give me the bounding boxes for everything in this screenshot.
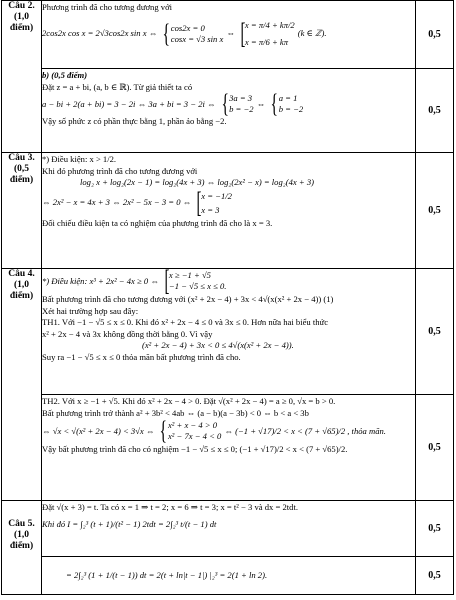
q2b-res1: a = 1 (278, 93, 298, 104)
q3-score: 0,5 (416, 153, 454, 269)
q4-th1-content: *) Điều kiện: x³ + 2x² − 4x ≥ 0 ⇔ [ x ≥ −1 + √5 −1 − √5 ≤ x ≤ 0. Bất phương trình đã cho tương đương với (x² + 2x − 4) + 3x < 4√(x(x² + 2x − 4)) (1) Xét hai trường hợp sau đây: TH1. Với −1 − √5 ≤ x ≤ 0. Khi đó x² + 2x − 4 ≤ 0 và 3x ≤ 0. Hơn nữa hai biểu thức x² + 2x − 4 và 3x không đồng thời bằng 0. Vì vậy (x² + 2x − 4) + 3x < 0 ≤ 4√(x(x² + 2x − 4)). Suy ra −1 − √5 ≤ x ≤ 0 thỏa mãn bất phương trình đã cho. (42, 269, 416, 395)
q5-row2 (2, 557, 454, 595)
q2b-head: b) (0,5 điểm) (42, 70, 88, 80)
q5-l3: = 2∫₂³ (1 + 1/(t − 1)) dt = 2(t + ln|t − 1|) |₂³ = 2(1 + ln 2). (66, 570, 268, 581)
q4-c2: −1 − √5 ≤ x ≤ 0. (168, 281, 227, 291)
q4-c1: x ≥ −1 + √5 (168, 270, 211, 280)
q3-points: (0,5 điểm) (9, 164, 34, 185)
q4-label-cell (2, 269, 42, 501)
q2b-row (2, 69, 454, 153)
q2b-line1: Đặt z = a + bi, (a, b ∈ ℝ). Từ giả thiết ta có (42, 81, 193, 92)
q4-m3: ⇔ √x < √(x² + 2x − 4) < 3√x ⇔ (42, 425, 155, 436)
q5-score1: 0,5 (416, 501, 454, 557)
q2-points: (1,0 điểm) (9, 12, 34, 33)
q5-label-cell (2, 501, 42, 595)
q4-m1: TH2. Với x ≥ −1 + √5. Khi đó x² + 2x − 4 > 0. Đặt √(x² + 2x − 4) = a ≥ 0, √x = b > 0. (42, 396, 336, 406)
q3-l4: ⇔ 2x² − x = 4x + 3 ⇔ 2x² − 5x − 3 = 0 ⇔ (42, 197, 192, 208)
q3-label: Câu 3. (8, 153, 35, 163)
q4-s1: x² + x − 4 > 0 (167, 420, 218, 431)
q3-label-cell (2, 153, 42, 269)
q4-l7: Suy ra −1 − √5 ≤ x ≤ 0 thỏa mãn bất phương trình đã cho. (42, 351, 241, 362)
q2a-score: 0,5 (416, 1, 454, 69)
q5-points: (1,0 điểm) (9, 530, 34, 551)
q2a-row (2, 1, 454, 69)
q5-l1: Đặt √(x + 3) = t. Ta có x = 1 ⇒ t = 2; x = 6 ⇒ t = 3; x = t² − 3 và dx = 2tdt. (42, 502, 298, 512)
q5-label: Câu 5. (8, 519, 35, 529)
q4-l4: TH1. Với −1 − √5 ≤ x ≤ 0. Khi đó x² + 2x − 4 ≤ 0 và 3x ≤ 0. Hơn nữa hai biểu thức (42, 317, 329, 328)
q4-th1-score: 0,5 (416, 269, 454, 395)
q4-th2-score: 0,5 (416, 395, 454, 501)
q5-content2 (42, 557, 416, 595)
q3-l1: *) Điều kiện: x > 1/2. (42, 154, 117, 164)
q2a-sys2: cosx = √3 sin x (170, 33, 224, 44)
q4-l3: Xét hai trường hợp sau đây: (42, 305, 139, 316)
q5-content1 (42, 501, 416, 557)
q2b-score: 0,5 (416, 69, 454, 153)
q2b-line2: a − bi + 2(a + bi) = 3 − 2i ⇔ 3a + bi = 3 − 2i ⇔ (42, 98, 216, 109)
q4-l1: *) Điều kiện: x³ + 2x² − 4x ≥ 0 ⇔ (42, 275, 159, 286)
q4-l5: x² + 2x − 4 và 3x không đồng thời bằng 0. Vì vậy (42, 328, 213, 339)
q5-score2: 0,5 (416, 557, 454, 595)
q2-label-cell (2, 1, 42, 153)
q2a-left: 2cos2x cos x = 2√3cos2x sin x ⇔ (42, 28, 158, 39)
q4-l2: Bất phương trình đã cho tương đương với (x² + 2x − 4) + 3x < 4√(x(x² + 2x − 4)) (1) (42, 294, 334, 304)
q2a-arrow: ⇔ (226, 28, 235, 39)
q2a-cond: (k ∈ ℤ). (297, 28, 327, 39)
q3-r1: x = −1/2 (201, 190, 232, 201)
q3-content: *) Điều kiện: x > 1/2. Khi đó phương trình đã cho tương đương với log₂ x + log₂(2x − 1) = log₂(4x + 3) ⇔ log₂(2x² − x) = log₂(4x + 3) ⇔ 2x² − x = 4x + 3 ⇔ 2x² − 5x − 3 = 0 ⇔ [ x = −1/2 x = 3 Đối chiếu điều kiện ta có nghiệm của phương trình đã cho là x = 3. (42, 153, 416, 269)
q2b-sys1: 3a = 3 (229, 93, 253, 104)
q3-l3: log₂ x + log₂(2x − 1) = log₂(4x + 3) ⇔ log₂(2x² − x) = log₂(4x + 3) (80, 177, 314, 188)
q3-l5: Đối chiếu điều kiện ta có nghiệm của phương trình đã cho là x = 3. (42, 217, 273, 228)
q2-label: Câu 2. (8, 1, 35, 11)
q2b-sys2: b = −2 (229, 104, 254, 115)
q4-th2-row (2, 395, 454, 501)
q3-row (2, 153, 454, 269)
q4-m4: ⇔ (−1 + √17)/2 < x < (7 + √65)/2 , thỏa mãn. (224, 425, 386, 436)
q4-label: Câu 4. (8, 269, 35, 279)
q5-l2: Khi đó I = ∫₂³ (t + 1)/(t² − 1) 2tdt = 2∫₂³ t/(t − 1) dt (42, 518, 217, 529)
q4-th2-content: TH2. Với x ≥ −1 + √5. Khi đó x² + 2x − 4 > 0. Đặt √(x² + 2x − 4) = a ≥ 0, √x = b > 0. Bất phương trình trở thành a² + 3b² < 4ab ⇔ (a − b)(a − 3b) < 0 ⇔ b < a < 3b ⇔ √x < √(x² + 2x − 4) < 3√x ⇔ { x² + x − 4 > 0 x² − 7x − 4 < 0 ⇔ (−1 + √17)/2 < x < (7 + √65)/2 , thỏa mãn. Vậy bất phương trình đã cho có nghiệm −1 − √5 ≤ x ≤ 0; (−1 + √17)/2 < x < (7 + √65)/2. (42, 395, 416, 501)
q4-s2: x² − 7x − 4 < 0 (167, 431, 222, 442)
q4-l6: (x² + 2x − 4) + 3x < 0 ≤ 4√(x(x² + 2x − 4)). (142, 340, 294, 351)
q5-row1 (2, 501, 454, 557)
q4-m5: Vậy bất phương trình đã cho có nghiệm −1 − √5 ≤ x ≤ 0; (−1 + √17)/2 < x < (7 + √65)/2. (42, 444, 348, 455)
q2b-res2: b = −2 (278, 104, 304, 115)
q4-points: (1,0 điểm) (9, 280, 34, 301)
q2b-content: b) (0,5 điểm) Đặt z = a + bi, (a, b ∈ ℝ). Từ giả thiết ta có a − bi + 2(a + bi) = 3 − 2i ⇔ 3a + bi = 3 − 2i ⇔ { 3a = 3 b = −2 ⇔ { a = 1 b = −2 Vậy số phức z có phần thực bằng 1, phần ảo bằng −2. (42, 69, 416, 153)
q2a-intro: Phương trình đã cho tương đương với (42, 2, 173, 12)
q2a-sys1: cos2x = 0 (170, 22, 205, 33)
q2a-res1: x = π/4 + kπ/2 (244, 19, 295, 30)
answer-table (1, 0, 454, 595)
q4-m2: Bất phương trình trở thành a² + 3b² < 4ab ⇔ (a − b)(a − 3b) < 0 ⇔ b < a < 3b (42, 407, 309, 418)
q2b-line3: Vậy số phức z có phần thực bằng 1, phần ảo bằng −2. (42, 116, 227, 127)
q2a-content: Phương trình đã cho tương đương với 2cos2x cos x = 2√3cos2x sin x ⇔ { cos2x = 0 cosx = √3 sin x ⇔ [ x = π/4 + kπ/2 x = π/6 + kπ (k ∈ ℤ). (42, 1, 416, 69)
q3-l2: Khi đó phương trình đã cho tương đương với (42, 165, 198, 176)
q4-th1-row (2, 269, 454, 395)
q3-r2: x = 3 (201, 204, 220, 215)
q2a-res2: x = π/6 + kπ (244, 36, 289, 47)
